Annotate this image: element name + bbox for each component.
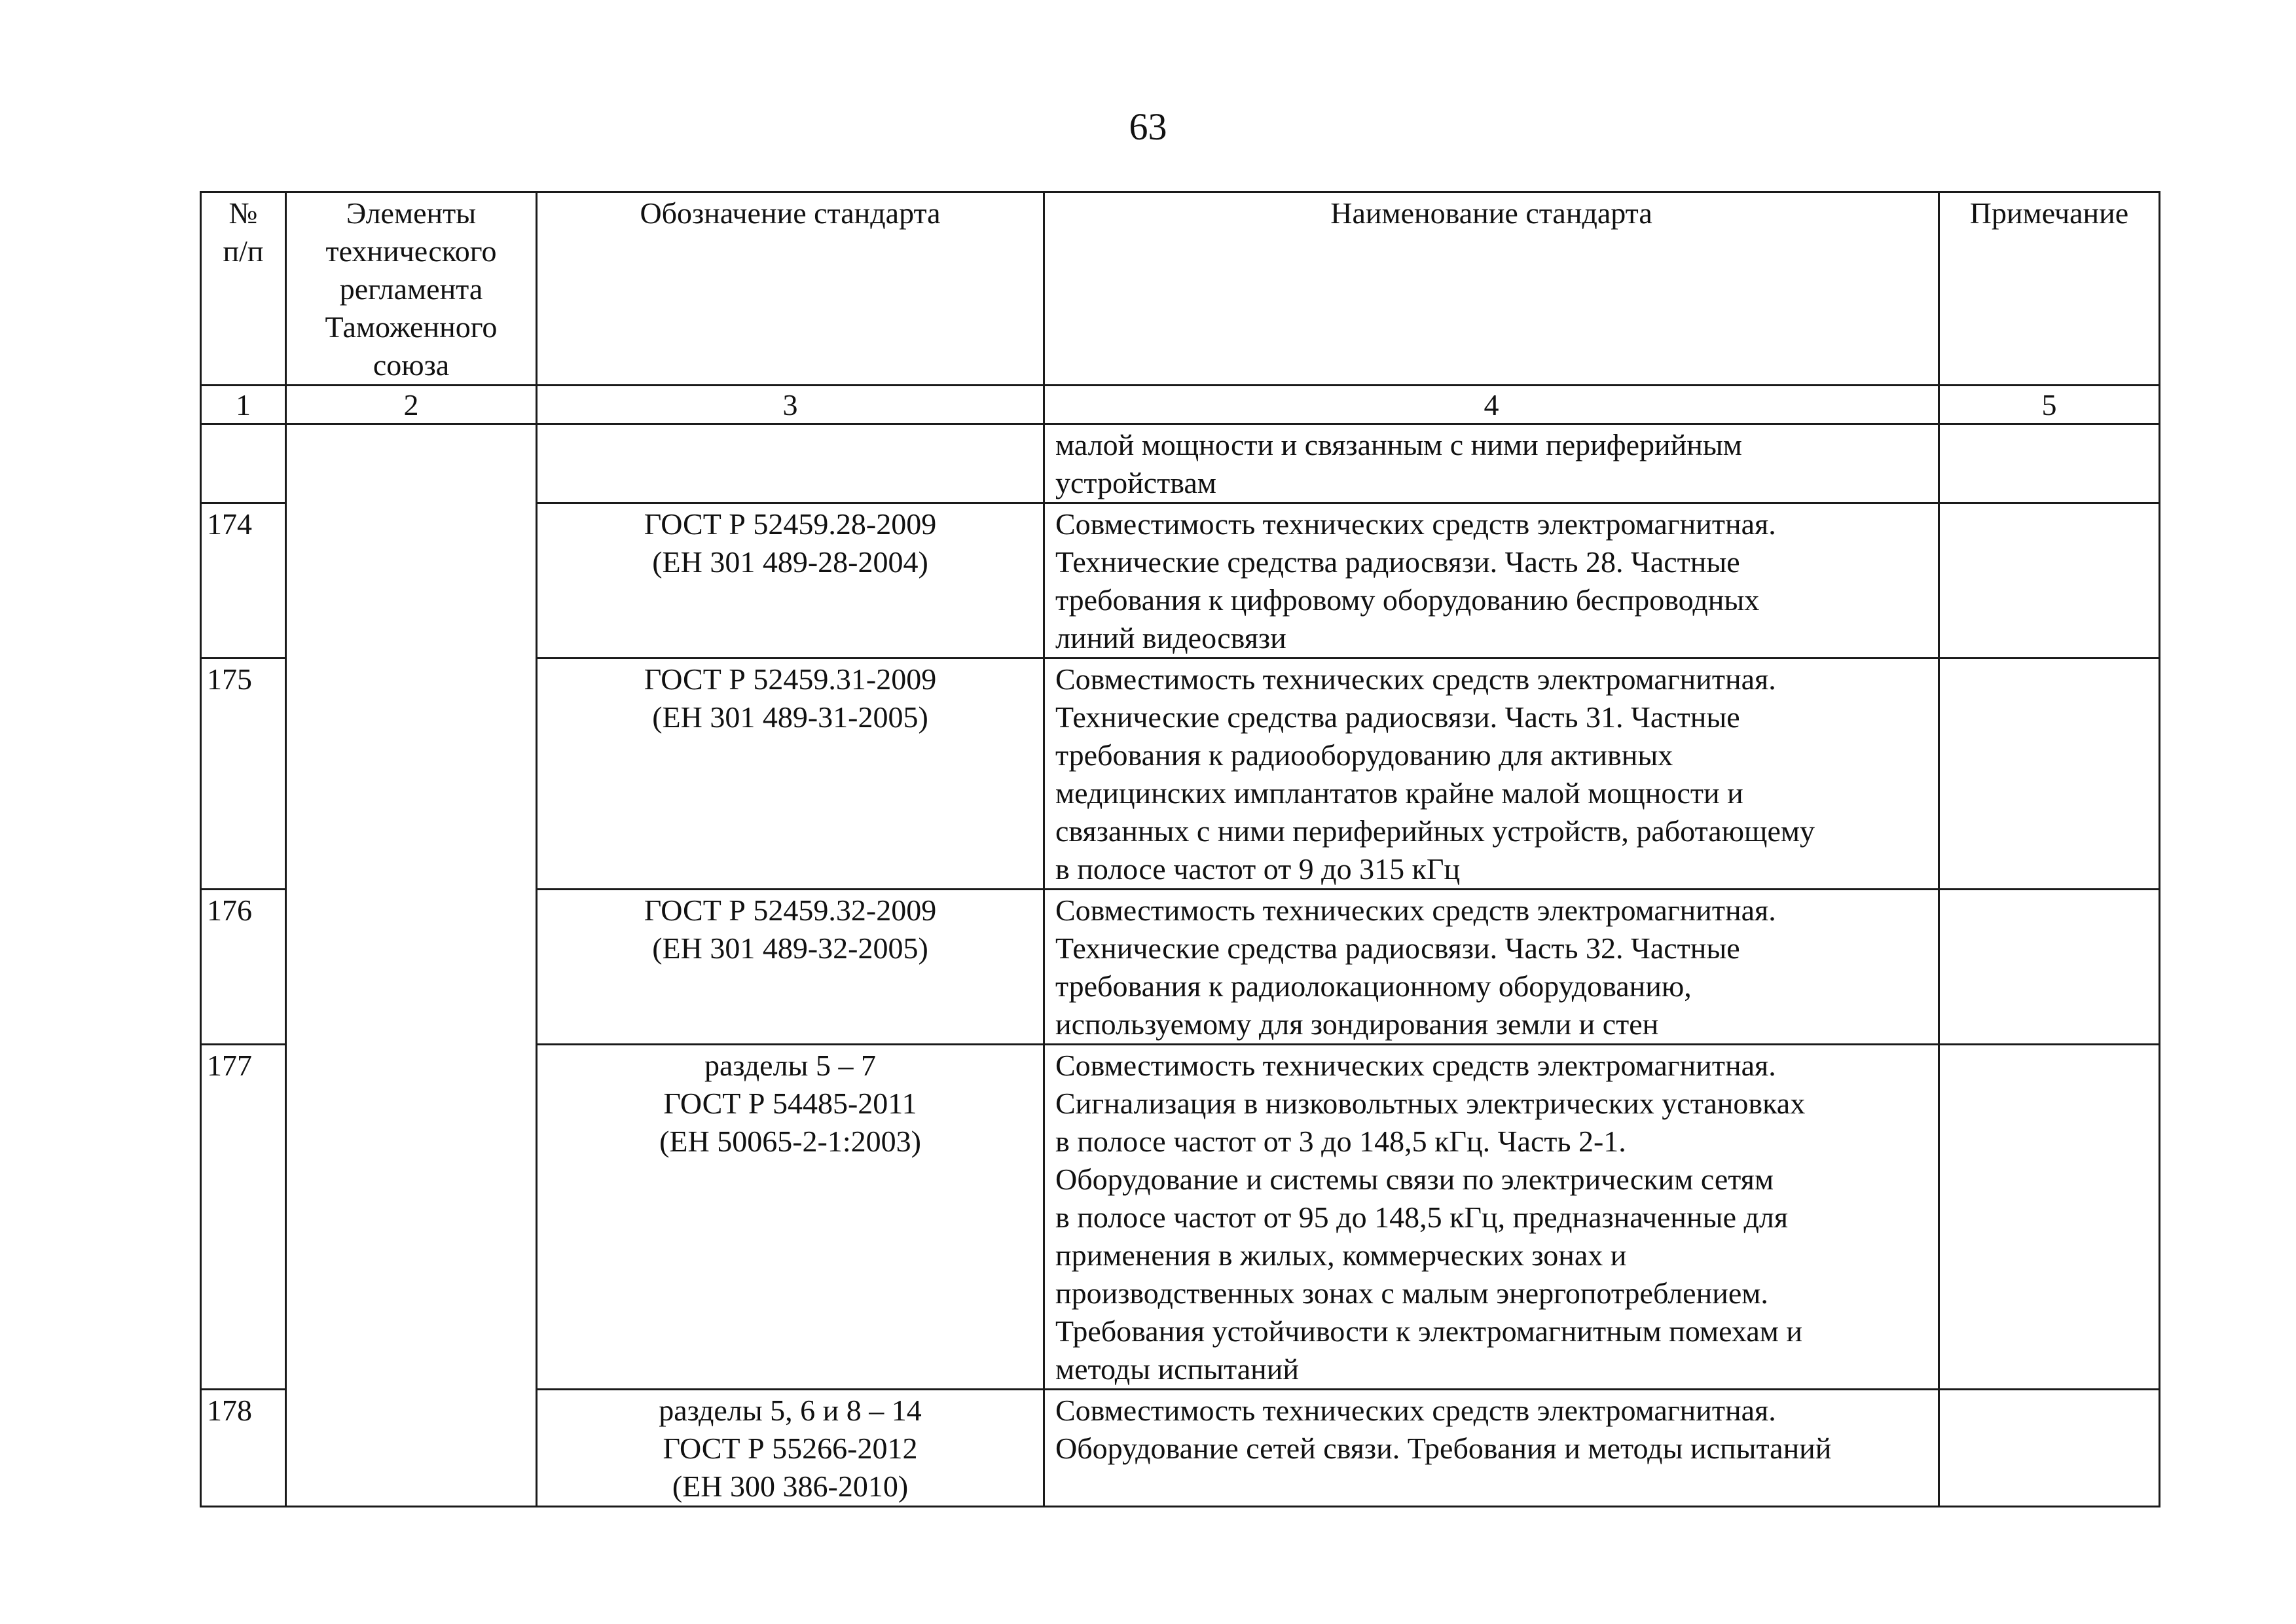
regulation-elements-cell [286,424,537,1507]
column-number: 3 [537,386,1044,424]
row-number [201,424,286,503]
note-cell [1939,503,2160,659]
standards-table [200,191,2160,1507]
note-cell [1939,659,2160,890]
column-number: 1 [201,386,286,424]
row-number: 178 [201,1390,286,1507]
note-cell [1939,424,2160,503]
note-cell [1939,1045,2160,1390]
column-number: 2 [286,386,537,424]
column-number: 5 [1939,386,2160,424]
standard-name: Совместимость технических средств электромагнитная. Сигнализация в низковольтных электрических установках в полосе частот от 3 до 148,5 кГц. Часть 2-1. Оборудование и системы связи по электрическим сетям в полосе частот от 95 до 148,5 кГц, предназначенные для применения в жилых, коммерческих зонах и производственных зонах с малым энергопотреблением. Требования устойчивости к электромагнитным помехам и методы испытаний [1044,1045,1939,1390]
header-standard-name: Наименование стандарта [1044,192,1939,386]
header-standard-designation: Обозначение стандарта [537,192,1044,386]
table-row [201,424,2160,503]
table-header-row [201,192,2160,386]
row-number: 177 [201,1045,286,1390]
row-number: 175 [201,659,286,890]
standard-name: Совместимость технических средств электромагнитная. Технические средства радиосвязи. Часть 32. Частные требования к радиолокационному оборудованию, используемому для зондирования земли и стен [1044,890,1939,1045]
standard-designation [537,424,1044,503]
note-cell [1939,1390,2160,1507]
note-cell [1939,890,2160,1045]
standard-designation: ГОСТ Р 52459.28-2009 (ЕН 301 489-28-2004) [537,503,1044,659]
standard-name: Совместимость технических средств электромагнитная. Технические средства радиосвязи. Часть 28. Частные требования к цифровому оборудованию беспроводных линий видеосвязи [1044,503,1939,659]
column-number: 4 [1044,386,1939,424]
column-number-row [201,386,2160,424]
standard-name: малой мощности и связанным с ними периферийным устройствам [1044,424,1939,503]
standard-designation: разделы 5 – 7 ГОСТ Р 54485-2011 (ЕН 50065-2-1:2003) [537,1045,1044,1390]
header-number: № п/п [201,192,286,386]
header-note: Примечание [1939,192,2160,386]
standard-name: Совместимость технических средств электромагнитная. Технические средства радиосвязи. Часть 31. Частные требования к радиооборудованию для активных медицинских имплантатов крайне малой мощности и связанных с ними периферийных устройств, работающему в полосе частот от 9 до 315 кГц [1044,659,1939,890]
page-number: 63 [1129,105,1167,148]
standard-designation: ГОСТ Р 52459.31-2009 (ЕН 301 489-31-2005) [537,659,1044,890]
row-number: 174 [201,503,286,659]
standard-designation: ГОСТ Р 52459.32-2009 (ЕН 301 489-32-2005) [537,890,1044,1045]
standard-designation: разделы 5, 6 и 8 – 14 ГОСТ Р 55266-2012 (ЕН 300 386-2010) [537,1390,1044,1507]
standard-name: Совместимость технических средств электромагнитная. Оборудование сетей связи. Требования и методы испытаний [1044,1390,1939,1507]
header-regulation-elements: Элементы технического регламента Таможенного союза [286,192,537,386]
row-number: 176 [201,890,286,1045]
